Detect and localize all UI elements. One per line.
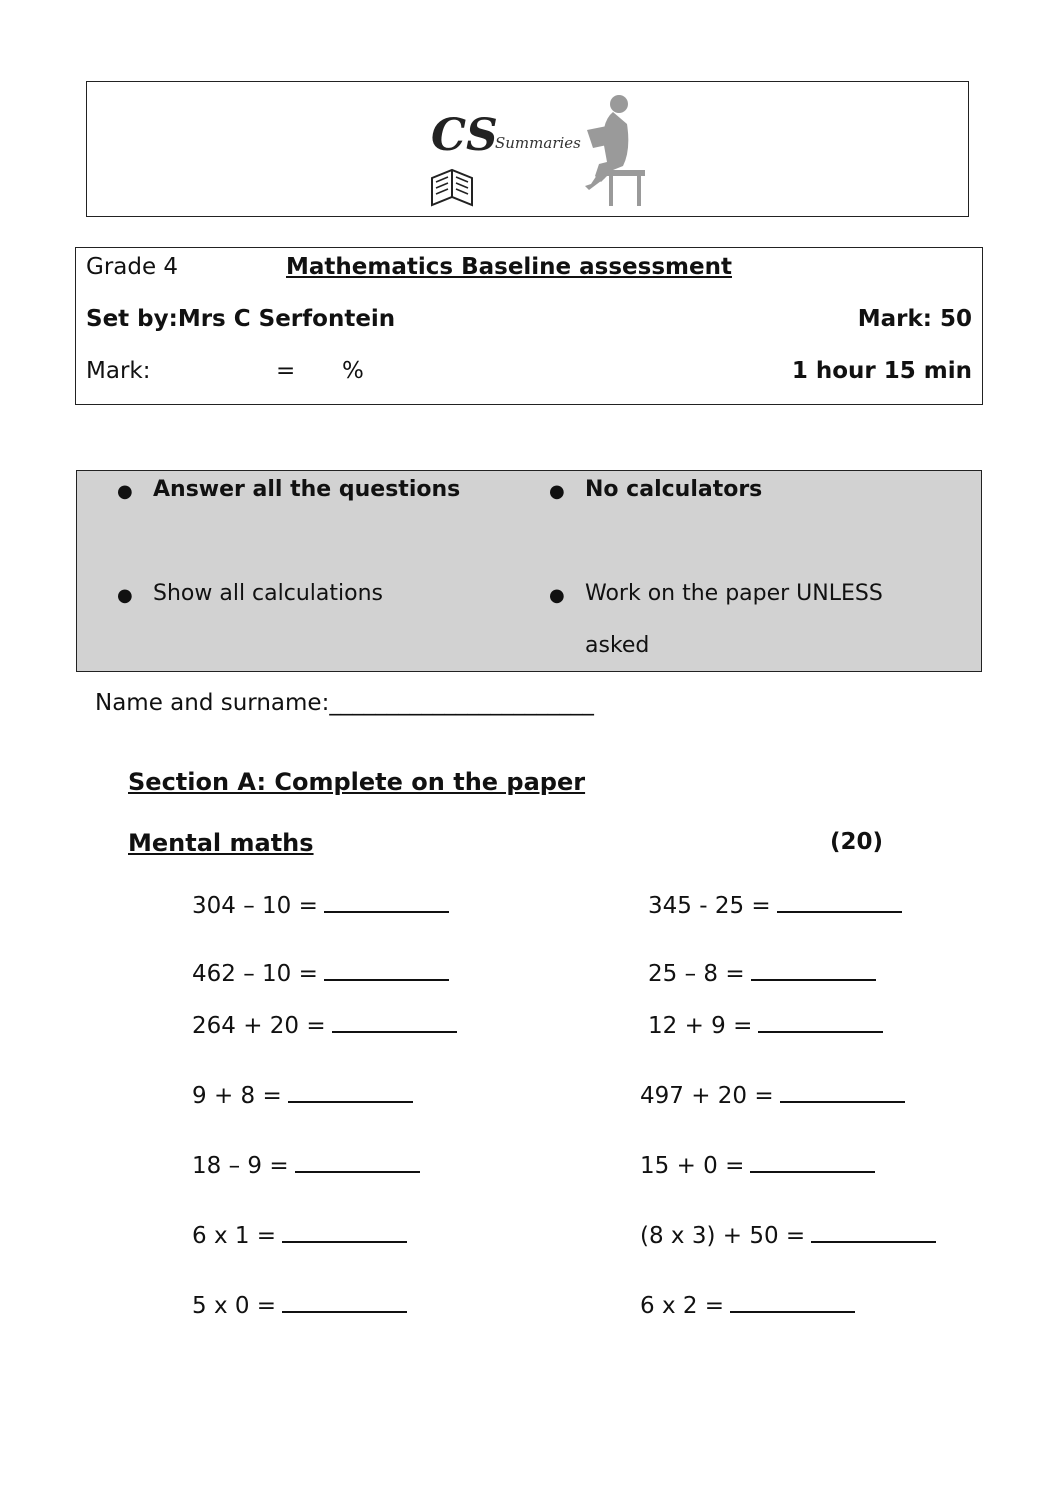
question-text: 25 – 8 =: [648, 961, 745, 987]
section-marks: (20): [830, 829, 884, 855]
answer-blank[interactable]: [730, 1289, 855, 1313]
duration-label: 1 hour 15 min: [791, 358, 972, 384]
question-row: [192, 1289, 407, 1319]
mental-maths-title: Mental maths: [128, 829, 314, 857]
bullet-icon: ●: [117, 481, 133, 502]
question-row: [640, 1149, 875, 1179]
question-row: [192, 1079, 413, 1109]
question-text: 9 + 8 =: [192, 1083, 282, 1109]
instruction-item: Answer all the questions: [153, 477, 461, 502]
answer-blank[interactable]: [324, 889, 449, 913]
answer-blank[interactable]: [324, 957, 449, 981]
section-a-title: Section A: Complete on the paper: [128, 768, 586, 796]
logo-initials: CS: [431, 110, 498, 161]
question-text: 5 x 0 =: [192, 1293, 277, 1319]
question-text: (8 x 3) + 50 =: [640, 1223, 806, 1249]
question-row: [648, 1009, 883, 1039]
question-row: [192, 1009, 457, 1039]
answer-blank[interactable]: [288, 1079, 413, 1103]
answer-blank[interactable]: [780, 1079, 905, 1103]
answer-blank[interactable]: [282, 1219, 407, 1243]
name-surname-field[interactable]: Name and surname:_______________________: [95, 690, 594, 716]
instruction-item: asked: [585, 633, 650, 658]
answer-blank[interactable]: [811, 1219, 936, 1243]
percent-sign: %: [342, 358, 364, 384]
bullet-icon: ●: [549, 481, 565, 502]
answer-blank[interactable]: [282, 1289, 407, 1313]
question-row: [192, 1219, 407, 1249]
logo-word: Summaries: [495, 134, 581, 152]
instruction-item: Show all calculations: [153, 581, 383, 606]
answer-blank[interactable]: [750, 1149, 875, 1173]
mark-label: Mark:: [86, 358, 151, 384]
question-text: 345 - 25 =: [648, 893, 771, 919]
answer-blank[interactable]: [332, 1009, 457, 1033]
question-text: 462 – 10 =: [192, 961, 318, 987]
page-title: Mathematics Baseline assessment: [286, 254, 732, 280]
question-text: 497 + 20 =: [640, 1083, 774, 1109]
question-text: 18 – 9 =: [192, 1153, 289, 1179]
grade-label: Grade 4: [86, 254, 179, 280]
question-row: [192, 889, 449, 919]
bullet-icon: ●: [549, 585, 565, 606]
instructions-box: [76, 470, 982, 672]
question-row: [192, 1149, 420, 1179]
assessment-header: [75, 247, 983, 405]
question-row: [648, 889, 902, 919]
question-row: [192, 957, 449, 987]
equals-sign: =: [276, 358, 296, 384]
bullet-icon: ●: [117, 585, 133, 606]
question-row: [648, 957, 876, 987]
instruction-item: No calculators: [585, 477, 763, 502]
total-mark-label: Mark: 50: [857, 306, 972, 332]
cs-summaries-logo: [427, 90, 647, 208]
question-text: 304 – 10 =: [192, 893, 318, 919]
answer-blank[interactable]: [777, 889, 902, 913]
answer-blank[interactable]: [295, 1149, 420, 1173]
question-text: 264 + 20 =: [192, 1013, 326, 1039]
question-text: 12 + 9 =: [648, 1013, 753, 1039]
question-text: 6 x 1 =: [192, 1223, 277, 1249]
logo-banner: [86, 81, 969, 217]
question-row: [640, 1219, 936, 1249]
answer-blank[interactable]: [751, 957, 876, 981]
instruction-item: Work on the paper UNLESS: [585, 581, 883, 606]
question-text: 6 x 2 =: [640, 1293, 725, 1319]
question-text: 15 + 0 =: [640, 1153, 745, 1179]
set-by-label: Set by:Mrs C Serfontein: [86, 306, 396, 332]
question-row: [640, 1079, 905, 1109]
answer-blank[interactable]: [758, 1009, 883, 1033]
question-row: [640, 1289, 855, 1319]
